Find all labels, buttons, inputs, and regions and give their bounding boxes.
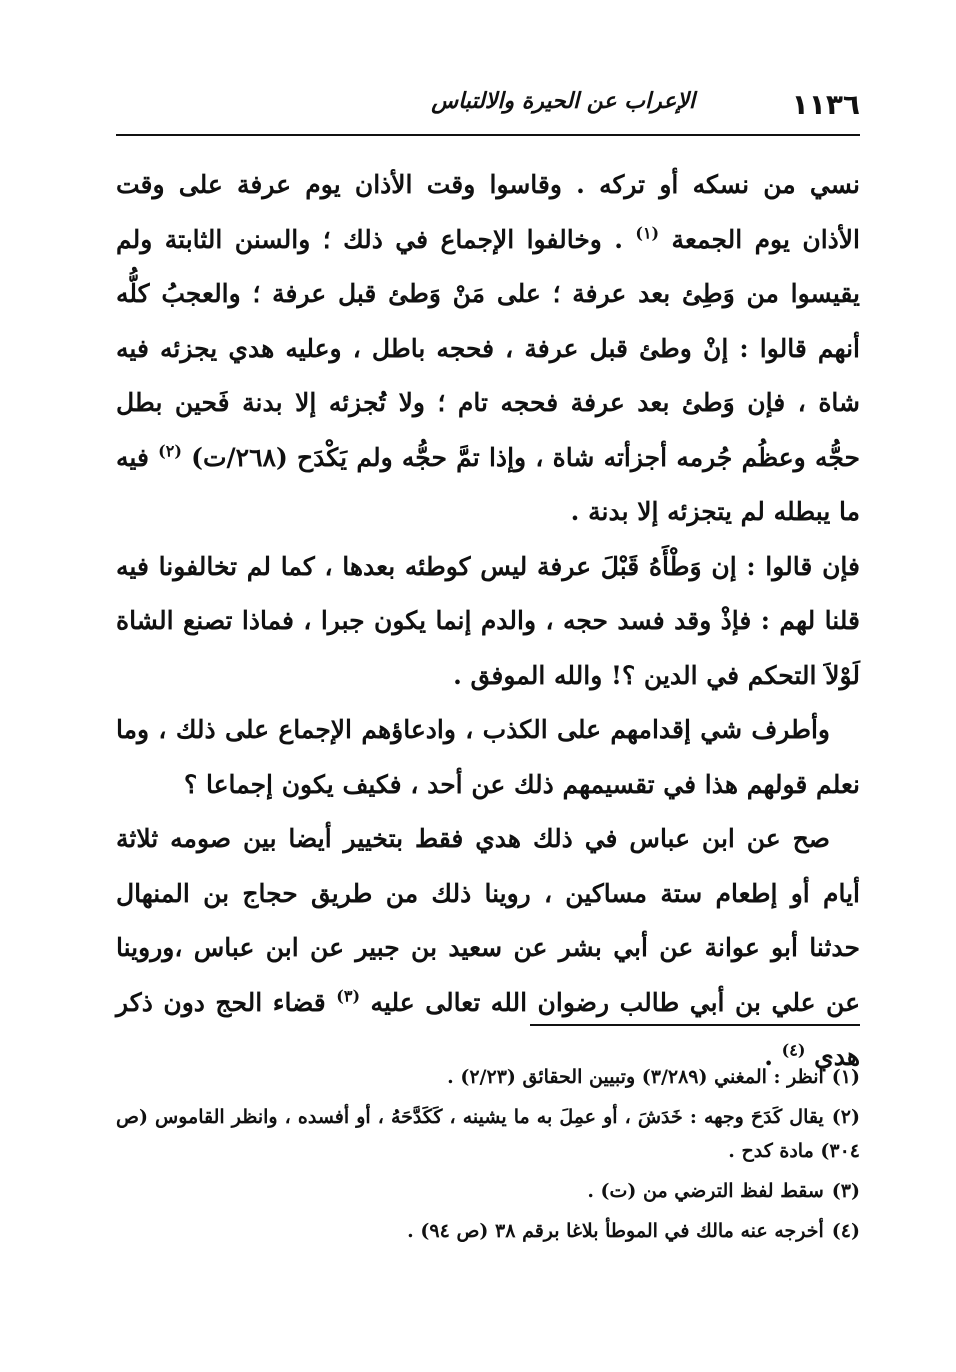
- page-number: ١١٣٦: [791, 88, 860, 121]
- footnote-text: انظر : المغني (٣/٢٨٩) وتبيين الحقائق (٢/٢٣) .: [447, 1066, 824, 1088]
- footnote-text: سقط لفظ الترضي من (ت) .: [587, 1180, 824, 1202]
- footnote-ref-4: (٤): [781, 1040, 806, 1060]
- footnote-2: [116, 1100, 860, 1168]
- footnote-ref-3: (٣): [336, 985, 361, 1005]
- footnote-ref-1: (١): [635, 222, 660, 242]
- footnote-number: (٤): [831, 1220, 860, 1242]
- manuscript-marker: (٢٦٨/ت): [191, 442, 288, 472]
- paragraph-3: وأطرف شي إقدامهم على الكذب ، وادعاؤهم الإجماع على ذلك ، وما نعلم قولهم هذا في تقسيمهم ذلك عن أحد ، فكيف يكون إجماعا ؟: [116, 715, 860, 799]
- footnote-text: يقال كَدَحَ وجهه : خَدَشَ ، أو عمِلَ به ما يشينه ، كَكَدَّحَهُ ، أو أفسده ، وانظر القاموس (ص ٣٠٤) مادة كدح .: [116, 1106, 860, 1162]
- running-title: الإعراب عن الحيرة والالتباس: [431, 88, 695, 114]
- header-rule: [116, 134, 860, 136]
- paragraph-2: فإن قالوا : إن وَطْأَهُ قَبْلَ عرفة ليس كوطئه بعدها ، كما لم تخالفونا فيه قلنا لهم : فإذْ وقد فسد حجه ، والدم إنما يكون جبرا ، فماذا تصنع الشاة لَوْلاَ التحكم في الدين ؟! والله الموفق .: [116, 551, 860, 690]
- footnote-1: [116, 1060, 860, 1094]
- footnote-ref-2: (٢): [158, 440, 182, 460]
- footnote-separator: [530, 1024, 860, 1026]
- paragraph-4: صح عن ابن عباس في ذلك هدي فقط بتخيير أيضا بين صومه ثلاثة أيام أو إطعام ستة مساكين ، روينا ذلك من طريق حجاج بن المنهال حدثنا أبو عوانة عن أبي بشر عن سعيد بن جبير عن ابن عباس ،وروينا عن علي بن أبي طالب رضوان الله تعالى عليه $^{(٣)}$ قضاء الحج دون ذكر هدي $^{(٤)}$ .: [116, 824, 860, 1071]
- footnote-text: أخرجه عنه مالك في الموطأ بلاغا برقم ٣٨ (ص ٩٤) .: [407, 1220, 824, 1242]
- footnote-number: (٢): [831, 1106, 860, 1128]
- paragraph-1: نسي من نسكه أو تركه . وقاسوا وقت الأذان يوم عرفة على وقت الأذان يوم الجمعة $^{(١)}$ . وخالفوا الإجماع في ذلك ؛ والسنن الثابتة ولم يقيسوا من وَطِئ بعد عرفة ؛ على مَنْ وَطئ قبل عرفة ؛ والعجبُ كلُّه أنهم قالوا : إنْ وطئ قبل عرفة ، فحجه باطل ، وعليه هدي يجزئه فيه شاة ، فإن وَطئ بعد عرفة فحجه تام ؛ ولا تُجزئه إلا بدنة فَحين بطل حجُّه وعظُم جُرمه أجزأته شاة ، وإذا تمَّ حجُّه ولم يَكْدَح (٢٦٨/ت) $^{(٢)}$ فيه ما يبطله لم يتجزئه إلا بدنة .: [116, 170, 860, 526]
- footnote-number: (٣): [831, 1180, 860, 1202]
- page-header: [116, 78, 860, 134]
- footnote-number: (١): [831, 1066, 860, 1088]
- main-text: [116, 158, 860, 1085]
- footnotes: [116, 1060, 860, 1254]
- footnote-4: [116, 1214, 860, 1248]
- footnote-3: [116, 1174, 860, 1208]
